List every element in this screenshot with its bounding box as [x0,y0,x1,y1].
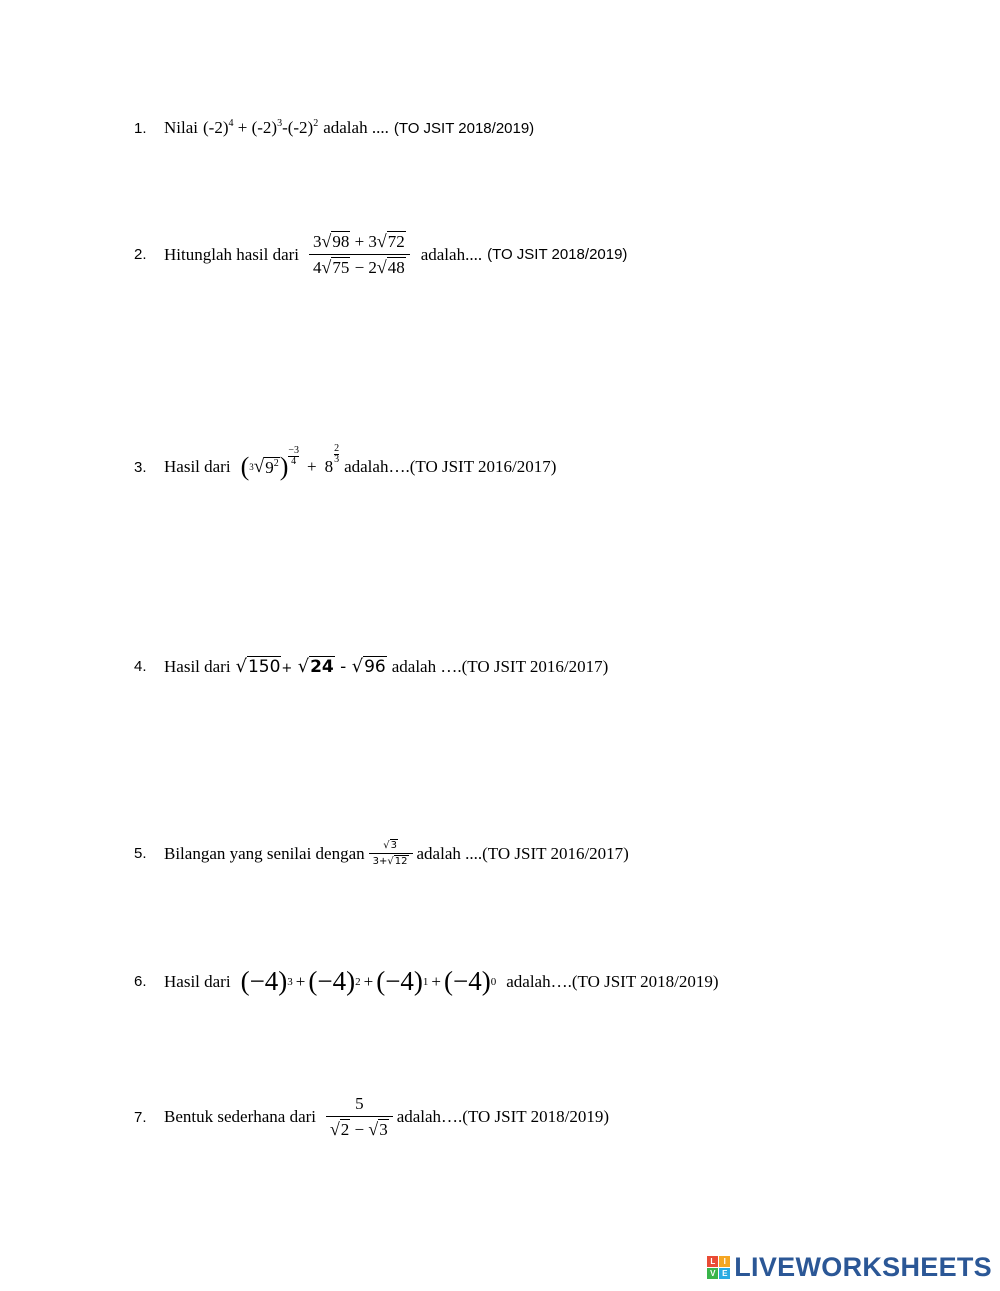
question-7 [134,1094,609,1140]
question-suffix: adalah…. [506,971,572,991]
math-expression: (−4) 3 + (−4) 2 + (−4) 1 + (−4) 0 [240,966,497,996]
question-number: 4. [134,658,147,675]
question-source: (TO JSIT 2018/2019) [462,1107,610,1126]
question-suffix: adalah .... [323,118,389,137]
question-prefix: Hasil dari [164,656,231,676]
question-number: 5. [134,845,147,862]
question-source: (TO JSIT 2018/2019) [487,246,628,263]
question-source: (TO JSIT 2016/2017) [482,843,629,863]
fraction-numerator: 3√98 + 3√72 [313,231,405,251]
question-prefix: Bilangan yang senilai dengan [164,843,365,863]
question-4 [134,656,608,677]
question-number: 7. [134,1108,147,1126]
question-prefix: Hasil dari [164,457,231,476]
question-1 [134,118,534,138]
liveworksheets-logo [707,1252,992,1283]
math-expression: ( 3 √ $9^2$ ) −3 4 + 8 2 3 [240,442,340,481]
question-suffix: adalah…. [344,457,410,476]
question-suffix: adalah.... [420,244,483,264]
question-suffix: adalah …. [391,656,462,676]
question-2 [134,231,627,278]
question-prefix: Hasil dari [164,971,231,991]
fraction [326,1094,393,1140]
question-number: 6. [134,973,147,990]
fraction-denominator: √2 − √3 [330,1119,388,1139]
fraction [369,840,413,867]
question-source: (TO JSIT 2018/2019) [571,971,719,991]
question-source: (TO JSIT 2016/2017) [409,457,557,476]
question-suffix: adalah…. [396,1107,463,1126]
fraction [309,231,410,278]
math-expression: √150+ √24 - √96 [235,656,386,677]
question-prefix: Nilai [164,118,198,137]
question-source: (TO JSIT 2018/2019) [393,119,535,137]
fraction-denominator: 4√75 − 2√48 [313,257,405,277]
fraction-numerator: √3 [383,840,397,851]
question-number: 1. [134,119,147,137]
question-prefix: Hitunglah hasil dari [164,244,300,264]
fraction-denominator: 3+√12 [372,856,408,867]
question-suffix: adalah .... [416,843,483,863]
fraction-numerator: 5 [355,1094,364,1113]
question-number: 2. [134,246,147,263]
question-source: (TO JSIT 2016/2017) [461,656,609,676]
logo-tiles-icon: L I V E [707,1256,730,1279]
question-5 [134,840,629,867]
logo-text: LIVEWORKSHEETS [734,1252,992,1282]
question-6 [134,966,719,997]
question-3 [134,442,557,482]
question-number: 3. [134,458,147,476]
question-prefix: Bentuk sederhana dari [164,1107,316,1126]
math-expression: $(-2)^4 + (-2)^3-(-2)^2$ [203,118,319,137]
